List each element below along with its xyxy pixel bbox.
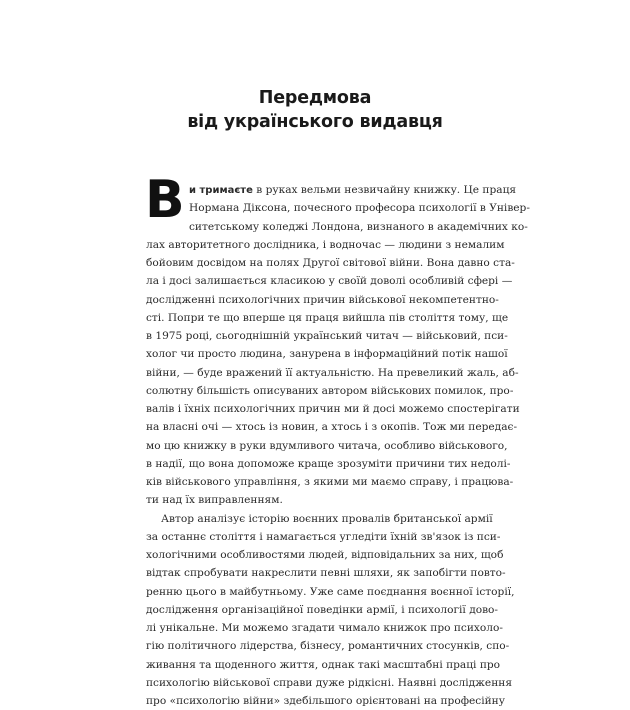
text-line: гію політичного лідерства, бізнесу, романтичних стосунків, спо- <box>146 640 510 653</box>
text-line: в надії, що вона допоможе краще зрозуміти причини тих недолі- <box>146 457 511 470</box>
text-line: ків військового управління, з якими ми маємо справу, і працюва- <box>146 476 514 488</box>
chapter-title-line-2: від українського видавця <box>187 112 443 132</box>
text-line: холог чи просто людина, занурена в інформаційний потік нашої <box>146 348 508 361</box>
text-line: дослідженні психологічних причин військової некомпетентно- <box>146 293 499 306</box>
drop-cap: В <box>145 170 185 230</box>
text-line: про «психологію війни» здебільшого орієнтовані на професійну <box>146 695 505 707</box>
text-line: війни, — буде вражений її актуальністю. На превеликий жаль, аб- <box>146 366 519 379</box>
text-line: валів і їхніх психологічних причин ми й досі можемо спостерігати <box>146 403 520 415</box>
text-line: ла і досі залишається класикою у своїй доволі особливій сфері — <box>146 275 513 288</box>
chapter-title-line-1: Передмова <box>258 88 372 108</box>
text-line: Автор аналізує історію воєнних провалів британської армії <box>161 512 493 525</box>
text-line: лі унікальне. Ми можемо згадати чимало книжок про психоло- <box>146 622 503 634</box>
text-line: ти над їх виправленням. <box>146 494 283 507</box>
text-line: хологічними особливостями людей, відповідальних за них, щоб <box>146 549 504 561</box>
text-line: бойовим досвідом на полях Другої світової війни. Вона давно ста- <box>146 257 515 269</box>
chapter-title <box>0 86 630 134</box>
text-line: психологію військової справи дуже рідкісні. Наявні дослідження <box>146 676 513 689</box>
text-line: сті. Попри те що вперше ця праця вийшла пів століття тому, ще <box>146 311 509 324</box>
text-line: Нормана Діксона, почесного професора психології в Універ- <box>189 202 530 215</box>
text-line: за останнє століття і намагається угледіти їхній зв'язок із пси- <box>146 530 501 543</box>
text-line: солютну більшість описуваних автором військових помилок, про- <box>146 384 514 397</box>
text-line: живання та щоденного життя, однак такі масштабні праці про <box>146 658 501 671</box>
text-line: ситетському коледжі Лондона, визнаного в академічних ко- <box>189 220 528 233</box>
text-line: на власні очі — хтось із новин, а хтось і з окопів. Тож ми передає- <box>146 421 518 434</box>
text-line: ренню цього в майбутньому. Уже саме поєднання воєнної історії, <box>146 585 515 598</box>
body-text <box>146 181 530 710</box>
text-line: мо цю книжку в руки вдумливого читача, особливо військового, <box>146 439 508 452</box>
text-line: в 1975 році, сьогоднішній український читач — військовий, пси- <box>146 330 508 342</box>
text-line: відтак спробувати накреслити певні шляхи, як запобігти повто- <box>146 567 506 580</box>
text-line: лах авторитетного дослідника, і водночас — людини з немалим <box>146 238 505 251</box>
text-line: и тримаєте в руках вельми незвичайну книжку. Це праця <box>189 184 517 196</box>
lead-in: и тримаєте <box>189 185 253 196</box>
text-line: дослідження організаційної поведінки армії, і психології дово- <box>146 603 499 616</box>
